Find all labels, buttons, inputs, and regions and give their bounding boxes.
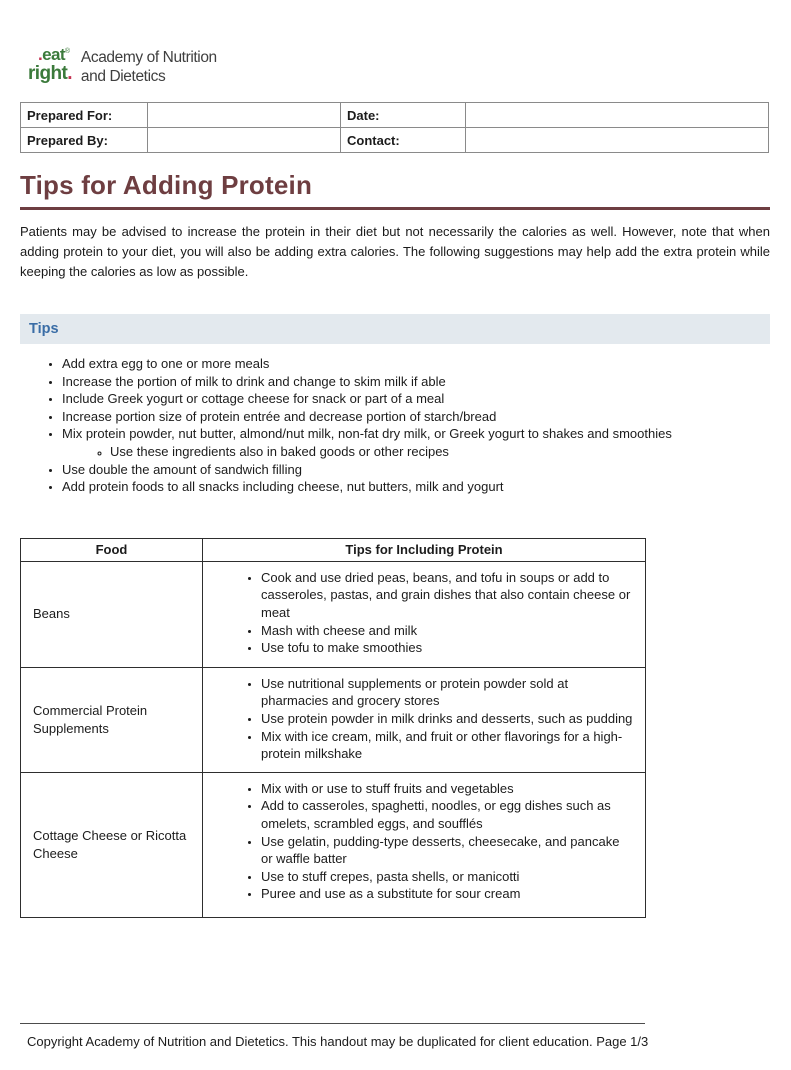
tips-list-item: • Increase the portion of milk to drink and change to skim milk if able (62, 373, 791, 391)
logo-red-period-icon: . (67, 63, 72, 84)
contact-value (466, 128, 769, 153)
food-tip-item: • Use protein powder in milk drinks and desserts, such as pudding (261, 710, 633, 728)
date-value (466, 103, 769, 128)
food-table-body (21, 561, 646, 917)
food-tip-item: • Use tofu to make smoothies (261, 639, 633, 657)
table-header-row (21, 538, 646, 561)
date-label: Date: (341, 103, 466, 128)
eatright-logo-icon (28, 46, 72, 83)
table-row (21, 772, 646, 917)
food-tips-list (215, 780, 633, 903)
tips-sub-list (62, 443, 791, 461)
tips-list-item: • Increase portion size of protein entrée and decrease portion of starch/bread (62, 408, 791, 426)
tips-section-heading: Tips (29, 321, 59, 337)
tips-list (0, 355, 791, 496)
food-tip-item: • Use gelatin, pudding-type desserts, cheesecake, and pancake or waffle batter (261, 833, 633, 868)
org-name-line1: Academy of Nutrition (80, 49, 217, 66)
org-name (81, 49, 217, 86)
food-tips-cell (203, 667, 646, 772)
food-tip-item: • Add to casseroles, spaghetti, noodles, or egg dishes such as omelets, scrambled eggs, and soufflés (261, 797, 633, 832)
intro-paragraph: Patients may be advised to increase the protein in their diet but not necessarily the calories as well. However, note that when adding protein to your diet, you will also be adding extra calories. The following suggestions may help add the extra protein while keeping the calories as low as possible. (20, 224, 770, 279)
food-tip-item: • Mix with or use to stuff fruits and vegetables (261, 780, 633, 798)
tips-list-item: • Add protein foods to all snacks including cheese, nut butters, milk and yogurt (62, 478, 791, 496)
table-row (21, 561, 646, 667)
tips-list-item: • Use double the amount of sandwich filling (62, 461, 791, 479)
food-name-cell: Beans (21, 561, 203, 667)
food-column-header: Food (21, 538, 203, 561)
prepared-by-label: Prepared By: (21, 128, 148, 153)
table-row (21, 667, 646, 772)
eatright-logo (28, 46, 791, 86)
prepared-info-table (20, 102, 769, 153)
food-tip-item: • Mash with cheese and milk (261, 622, 633, 640)
contact-label: Contact: (341, 128, 466, 153)
table-row (21, 103, 769, 128)
food-tip-item: • Use nutritional supplements or protein powder sold at pharmacies and grocery stores (261, 675, 633, 710)
food-name-cell: Cottage Cheese or Ricotta Cheese (21, 772, 203, 917)
food-tips-cell (203, 772, 646, 917)
food-name-cell: Commercial Protein Supplements (21, 667, 203, 772)
food-tip-item: • Puree and use as a substitute for sour cream (261, 885, 633, 903)
tips-sub-item: ◦ Use these ingredients also in baked goods or other recipes (110, 443, 791, 461)
tips-list-item: • Mix protein powder, nut butter, almond/nut milk, non-fat dry milk, or Greek yogurt to shakes and smoothies ◦ Use these ingredients also in baked goods or other recipes (62, 425, 791, 460)
org-name-line2: and Dietetics (80, 67, 166, 85)
page-title: Tips for Adding Protein (20, 170, 770, 210)
food-tip-item: • Use to stuff crepes, pasta shells, or manicotti (261, 868, 633, 886)
food-tips-list (215, 569, 633, 657)
food-tips-list (215, 675, 633, 763)
tips-section-header (20, 314, 770, 344)
prepared-for-value (148, 103, 341, 128)
table-row (21, 128, 769, 153)
tips-list-item: • Include Greek yogurt or cottage cheese for snack or part of a meal (62, 390, 791, 408)
logo-word-right: right (28, 63, 68, 84)
food-tip-item: • Cook and use dried peas, beans, and tofu in soups or add to casseroles, pastas, and grain dishes that also contain cheese or meat (261, 569, 633, 622)
food-tip-item: • Mix with ice cream, milk, and fruit or other flavorings for a high-protein milkshake (261, 728, 633, 763)
logo-word-eat: eat (42, 45, 65, 64)
logo-red-dot-icon: . (38, 45, 43, 64)
tips-column-header: Tips for Including Protein (203, 538, 646, 561)
registered-trademark-icon: ® (64, 48, 70, 55)
prepared-by-value (148, 128, 341, 153)
prepared-for-label: Prepared For: (21, 103, 148, 128)
food-tips-table (20, 538, 646, 918)
tips-list-item: • Add extra egg to one or more meals (62, 355, 791, 373)
food-tips-cell (203, 561, 646, 667)
copyright-footer: Copyright Academy of Nutrition and Dietetics. This handout may be duplicated for client education. Page 1/3 (27, 1034, 649, 1049)
